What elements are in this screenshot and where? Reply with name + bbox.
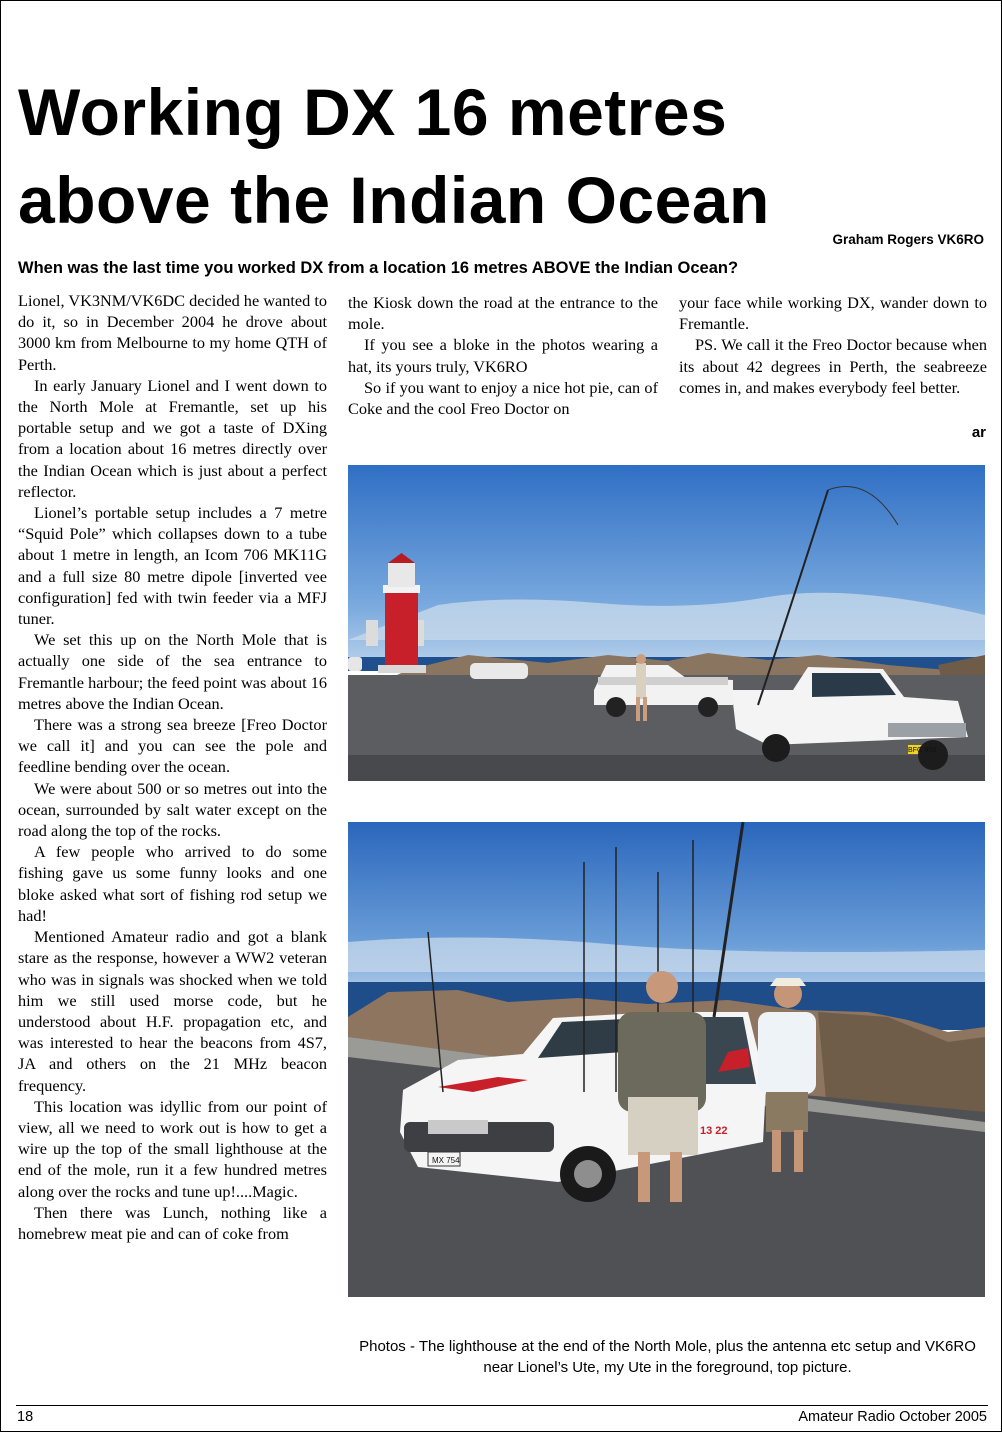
body-paragraph: If you see a bloke in the photos wearing a hat, its yours truly, VK6RO [348, 335, 658, 376]
body-paragraph: This location was idyllic from our point of view, all we need to work out is how to get a wire up the top of the small lighthouse at the end of the mole, run it a few hundred metres along over the rocks and tune up!....Magic. [18, 1096, 327, 1201]
body-paragraph: Lionel, VK3NM/VK6DC decided he wanted to do it, so in December 2004 he drove about 3000 km from Melbourne to my home QTH of Perth. [18, 291, 327, 374]
title-line-1: Working DX 16 metres [18, 75, 728, 149]
column-3 [679, 292, 987, 398]
body-paragraph: your face while working DX, wander down to Fremantle. [679, 293, 987, 334]
body-paragraph: We were about 500 or so metres out into the ocean, surrounded by salt water except on the road along the top of the rocks. [18, 778, 327, 841]
photo-lighthouse-mole [348, 465, 985, 781]
body-paragraph: the Kiosk down the road at the entrance to the mole. [348, 293, 658, 334]
column-1 [18, 290, 327, 1244]
standfirst: When was the last time you worked DX from a location 16 metres ABOVE the Indian Ocean? [18, 259, 739, 277]
body-paragraph: There was a strong sea breeze [Freo Doctor we call it] and you can see the pole and feedline bending over the ocean. [18, 715, 327, 777]
title-line-2: above the Indian Ocean [18, 163, 770, 237]
article-end-mark: ar [971, 424, 986, 441]
body-paragraph: Then there was Lunch, nothing like a homebrew meat pie and can of coke from [18, 1202, 327, 1243]
body-paragraph: A few people who arrived to do some fishing gave us some funny looks and one bloke asked what sort of fishing rod setup we had! [18, 842, 327, 925]
article-title [18, 68, 978, 244]
body-paragraph: Lionel’s portable setup includes a 7 metre “Squid Pole” which collapses down to a tube about 1 metre in length, an Icom 706 MK11G and a full size 80 metre dipole [inverted vee configuration] fed with twin feeder via a MFJ tuner. [18, 503, 327, 629]
photo-caption: Photos - The lighthouse at the end of the North Mole, plus the antenna etc setup and VK6RO near Lionel’s Ute, my Ute in the foreground, top picture. [359, 1338, 976, 1376]
column-2 [348, 292, 658, 419]
photo1-plate: BFG 953 [908, 747, 937, 754]
author-byline: Graham Rogers VK6RO [832, 232, 984, 247]
publication-issue: Amateur Radio October 2005 [798, 1409, 987, 1425]
photo2-plate: MX 754 [432, 1156, 460, 1165]
body-paragraph: In early January Lionel and I went down to the North Mole at Fremantle, set up his portable setup and we got a taste of DXing from a location about 16 metres directly over the Indian Ocean which is just about a perfect reflector. [18, 375, 327, 501]
body-paragraph: PS. We call it the Freo Doctor because when its about 42 degrees in Perth, the seabreeze comes in, and makes everybody feel better. [679, 335, 987, 397]
footer-rule [16, 1405, 988, 1406]
body-paragraph: We set this up on the North Mole that is actually one side of the sea entrance to Fremantle harbour; the feed point was about 16 metres above the Indian Ocean. [18, 630, 327, 713]
page-number: 18 [17, 1409, 34, 1425]
body-paragraph: Mentioned Amateur radio and got a blank stare as the response, however a WW2 veteran who was in signals was shocked when we told him we still used morse code, but he understood about H.F. propagation etc, and was interested to hear the beacons from 4S7, JA and others on the 21 MHz beacon frequency. [18, 927, 327, 1095]
body-paragraph: So if you want to enjoy a nice hot pie, can of Coke and the cool Freo Doctor on [348, 377, 658, 419]
photo2-door-number: 13 22 [700, 1125, 728, 1137]
photo-vk6ro-and-ute [348, 822, 985, 1297]
